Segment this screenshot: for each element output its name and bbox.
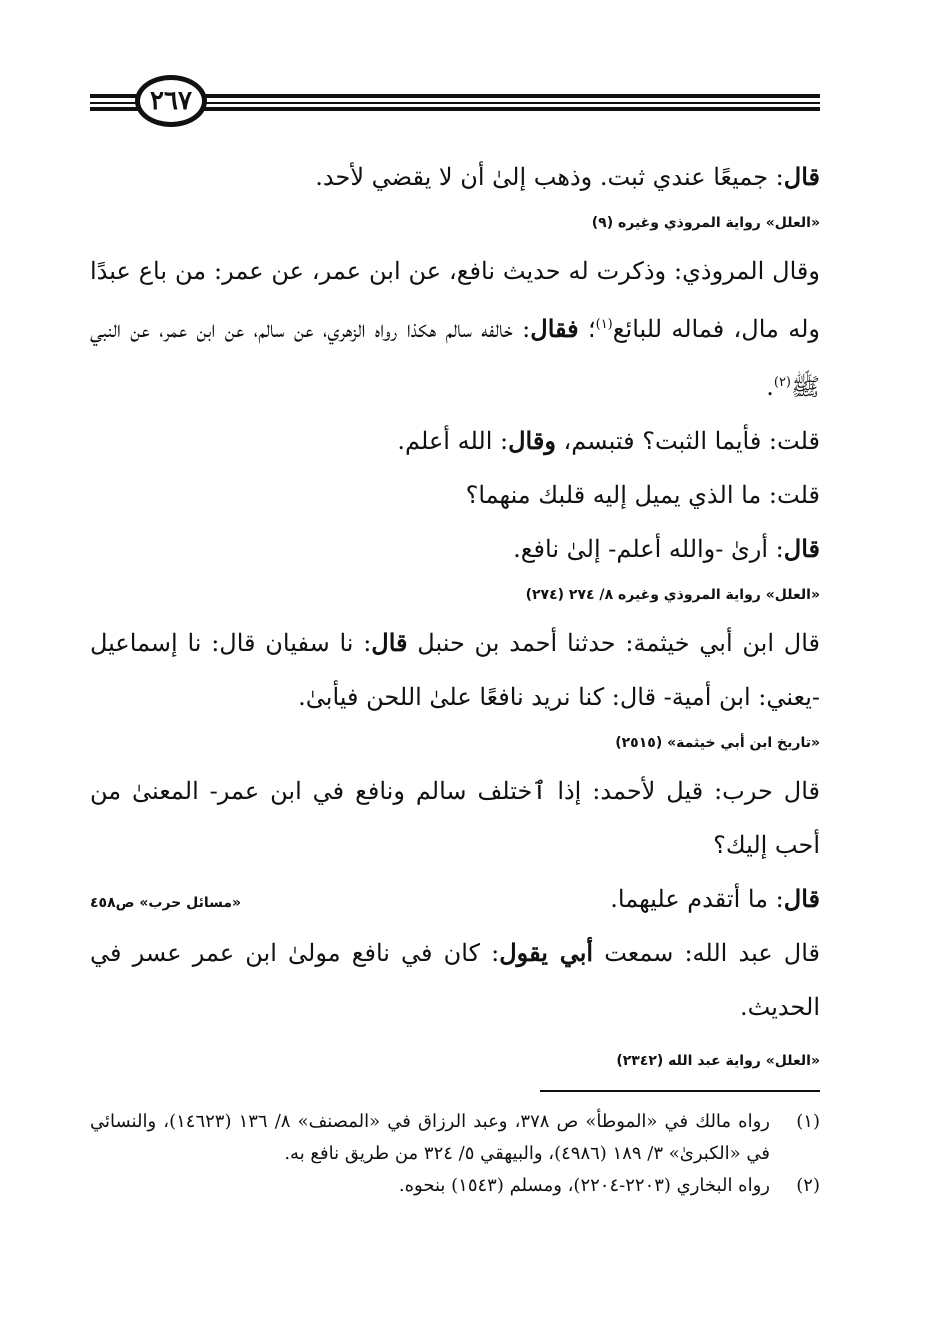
page-number: ٢٦٧ [135, 75, 207, 127]
paragraph [90, 926, 820, 1034]
speaker-label: قال [783, 162, 820, 191]
paragraph [90, 522, 820, 576]
source-citation: «العلل» رواية عبد الله (٢٣٤٢) [616, 1053, 820, 1069]
speaker-label: وقال [508, 426, 556, 455]
footnote-text: رواه مالك في «الموطأ» ص ٣٧٨، وعبد الرزاق في «المصنف» ٨/ ١٣٦ (١٤٦٢٣)، والنسائي في «الكبرىٰ» ٣/ ١٨٩ (٤٩٨٦)، والبيهقي ٥/ ٣٢٤ من طريق نافع به. [90, 1111, 770, 1164]
page-header [90, 72, 820, 132]
paragraph-text: ؛ [578, 315, 596, 343]
paragraph-text: : كان في نافع مولىٰ ابن عمر عسر في الحديث. [90, 939, 820, 1021]
paragraph-text: : نا سفيان قال: نا إسماعيل -يعني: ابن أمية- قال: كنا نريد نافعًا علىٰ اللحن فيأبىٰ. [90, 629, 820, 711]
paragraph-text: قلت: فأيما الثبت؟ فتبسم، [555, 427, 820, 455]
paragraph [90, 150, 820, 204]
paragraph [610, 872, 820, 926]
footnote-separator [540, 1090, 820, 1092]
paragraph-text: : ما أتقدم عليهما. [610, 885, 784, 913]
paragraph-text: : خالفه سالم هكذا رواه الزهري، عن سالم، عن ابن عمر، عن النبي ﷺ [90, 315, 820, 401]
paragraph [90, 616, 820, 724]
speaker-label: قال [783, 534, 820, 563]
footnote [90, 1106, 820, 1170]
footnote-ref[interactable]: (٢) [773, 375, 791, 390]
paragraph [90, 414, 820, 468]
paragraph: قلت: ما الذي يميل إليه قلبك منهما؟ [465, 481, 820, 509]
speaker-label: فقال [530, 314, 579, 343]
paragraph-text: . [766, 373, 774, 401]
page-body [90, 150, 820, 1082]
footnote-number: (٢) [796, 1175, 820, 1196]
paragraph-text: قال عبد الله: سمعت [593, 939, 820, 967]
footnote-text: رواه البخاري (٢٢٠٣-٢٢٠٤)، ومسلم (١٥٤٣) بنحوه. [398, 1175, 770, 1196]
footnotes [90, 1106, 820, 1202]
paragraph [90, 244, 820, 414]
speaker-label: قال [783, 884, 820, 913]
speaker-label: أبي يقول [499, 938, 594, 967]
footnote-number: (١) [796, 1111, 820, 1132]
paragraph-with-source [90, 872, 820, 926]
paragraph-text: : أرىٰ -والله أعلم- إلىٰ نافع. [513, 535, 784, 563]
footnote [90, 1170, 820, 1202]
paragraph-text: وقال المروذي: وذكرت له حديث نافع، عن ابن عمر، عن عمر: من باع عبدًا وله مال، فماله للبائع [90, 257, 820, 343]
source-citation: «مسائل حرب» ص٤٥٨ [90, 895, 242, 911]
speaker-label: قال [371, 628, 408, 657]
paragraph-text: : جميعًا عندي ثبت. وذهب إلىٰ أن لا يقضي لأحد. [315, 163, 784, 191]
source-citation: «العلل» رواية المروذي وغيره ٨/ ٢٧٤ (٢٧٤) [525, 587, 820, 603]
paragraph-text: : الله أعلم. [397, 427, 509, 455]
source-citation: «العلل» رواية المروذي وغيره (٩) [591, 215, 820, 231]
paragraph-text: قال ابن أبي خيثمة: حدثنا أحمد بن حنبل [407, 629, 821, 657]
footnote-ref[interactable]: (١) [595, 317, 613, 332]
source-citation: «تاريخ ابن أبي خيثمة» (٢٥١٥) [615, 735, 820, 751]
paragraph: قال حرب: قيل لأحمد: إذا ٱختلف سالم ونافع في ابن عمر- المعنىٰ من أحب إليك؟ [90, 777, 820, 859]
